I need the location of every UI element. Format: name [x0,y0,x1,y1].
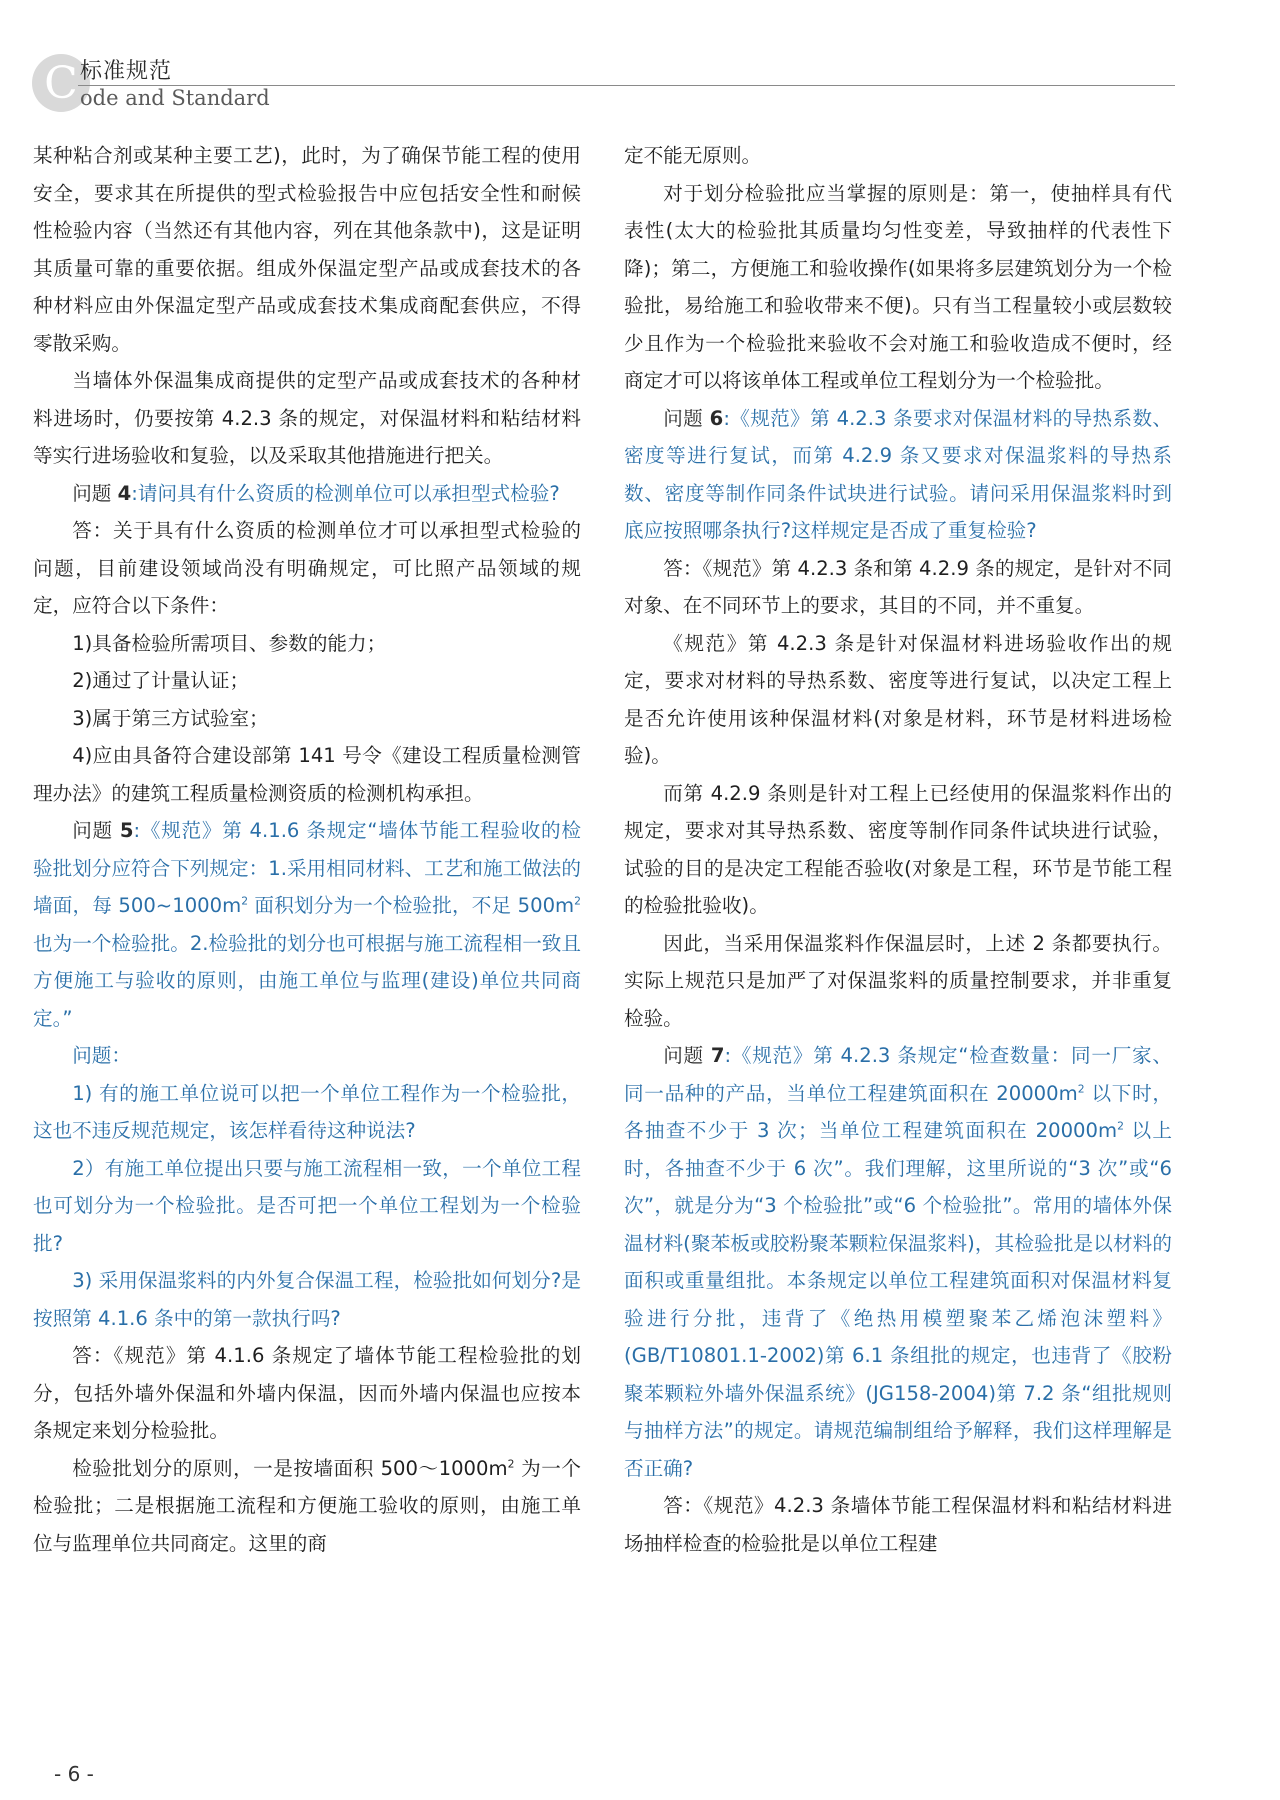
list-item: 1) 有的施工单位说可以把一个单位工程作为一个检验批，这也不违反规范规定，该怎样看待这种说法? [33,1081,581,1142]
answer-6: 答：《规范》第 4.2.3 条和第 4.2.9 条的规定，是针对不同对象、在不同环节上的要求，其目的不同，并不重复。 [624,556,1172,617]
answer-7: 答：《规范》4.2.3 条墙体节能工程保温材料和粘结材料进场抽样检查的检验批是以单位工程建 [624,1494,1172,1555]
list-item: 1)具备检验所需项目、参数的能力； [72,631,387,655]
list-item: 4)应由具备符合建设部第 141 号令《建设工程质量检测管理办法》的建筑工程质量检测资质的检测机构承担。 [33,744,581,805]
paragraph: 检验批划分的原则，一是按墙面积 $500\sim 1000m^2$ 为一个检验批；二是根据施工流程和方便施工验收的原则，由施工单位与监理单位共同商定。这里的商 [33,1456,581,1555]
section-title: 标准规范 [80,59,173,84]
paragraph: 定不能无原则。 [624,144,762,167]
right-column [624,137,1172,1562]
question-4: 问题 4:请问具有什么资质的检测单位可以承担型式检验? [72,481,560,505]
answer-4: 答：关于具有什么资质的检测单位才可以承担型式检验的问题，目前建设领域尚没有明确规定，可比照产品领域的规定，应符合以下条件： [33,519,581,617]
paragraph: 因此，当采用保温浆料作保温层时，上述 2 条都要执行。实际上规范只是加严了对保温浆料的质量控制要求，并非重复检验。 [624,931,1172,1030]
paragraph: 而第 4.2.9 条则是针对工程上已经使用的保温浆料作出的规定，要求对其导热系数、密度等制作同条件试块进行试验，试验的目的是决定工程能否验收(对象是工程，环节是节能工程的检验批验收)。 [624,781,1172,917]
question-5: 问题 5:《规范》第 4.1.6 条规定“墙体节能工程验收的检验批划分应符合下列规定：1.采用相同材料、工艺和施工做法的墙面，每 $500\sim 1000m^2$ 面积划分为一个检验批，不足 $500m^2$ 也为一个检验批。2.检验批的划分也可根据与施工流程相一致且方便施工与验收的原则，由施工单位与监理(建设)单位共同商定。” [33,819,581,1030]
page-header [30,48,1175,120]
question-5-sub-label: 问题： [72,1044,131,1067]
paragraph: 当墙体外保温集成商提供的定型产品或成套技术的各种材料进场时，仍要按第 4.2.3 条的规定，对保温材料和粘结材料等实行进场验收和复验，以及采取其他措施进行把关。 [33,369,581,467]
list-item: 3) 采用保温浆料的内外复合保温工程，检验批如何划分?是按照第 4.1.6 条中的第一款执行吗? [33,1269,581,1330]
paragraph: 某种粘合剂或某种主要工艺)，此时，为了确保节能工程的使用安全，要求其在所提供的型式检验报告中应包括安全性和耐候性检验内容（当然还有其他内容，列在其他条款中)，这是证明其质量可靠的重要依据。组成外保温定型产品或成套技术的各种材料应由外保温定型产品或成套技术集成商配套供应，不得零散采购。 [33,144,581,355]
page-number: - 6 - [54,1762,94,1786]
logo-letter: C [44,58,78,109]
answer-5: 答：《规范》第 4.1.6 条规定了墙体节能工程检验批的划分，包括外墙外保温和外墙内保温，因而外墙内保温也应按本条规定来划分检验批。 [33,1344,581,1442]
list-item: 2)通过了计量认证； [72,669,250,692]
left-column [33,137,581,1562]
paragraph: 对于划分检验批应当掌握的原则是：第一，使抽样具有代表性(太大的检验批其质量均匀性变差，导致抽样的代表性下降)；第二，方便施工和验收操作(如果将多层建筑划分为一个检验批，易给施工和验收带来不便)。只有当工程量较小或层数较少且作为一个检验批来验收不会对施工和验收造成不便时，经商定才可以将该单体工程或单位工程划分为一个检验批。 [624,181,1172,392]
section-subtitle: ode and Standard [80,86,270,110]
paragraph: 《规范》第 4.2.3 条是针对保温材料进场验收作出的规定，要求对材料的导热系数、密度等进行复试，以决定工程上是否允许使用该种保温材料(对象是材料，环节是材料进场检验)。 [624,631,1172,767]
list-item: 2）有施工单位提出只要与施工流程相一致，一个单位工程也可划分为一个检验批。是否可把一个单位工程划为一个检验批? [33,1156,581,1255]
question-7: 问题 7:《规范》第 4.2.3 条规定“检查数量：同一厂家、同一品种的产品，当单位工程建筑面积在 $20000m^2$ 以下时，各抽查不少于 3 次；当单位工程建筑面积在 $20000m^2$ 以上时，各抽查不少于 6 次”。我们理解，这里所说的“3 次”或“6 次”，就是分为“3 个检验批”或“6 个检验批”。常用的墙体外保温材料(聚苯板或胶粉聚苯颗粒保温浆料)，其检验批是以材料的面积或重量组批。本条规定以单位工程建筑面积对保温材料复验进行分批，违背了《绝热用模塑聚苯乙烯泡沫塑料》(GB/T10801.1-2002)第 6.1 条组批的规定，也违背了《胶粉聚苯颗粒外墙外保温系统》(JG158-2004)第 7.2 条“组批规则与抽样方法”的规定。请规范编制组给予解释，我们这样理解是否正确? [624,1044,1172,1480]
question-6: 问题 6:《规范》第 4.2.3 条要求对保温材料的导热系数、密度等进行复试，而第 4.2.9 条又要求对保温浆料的导热系数、密度等制作同条件试块进行试验。请问采用保温浆料时到底应按照哪条执行?这样规定是否成了重复检验? [624,406,1172,542]
list-item: 3)属于第三方试验室； [72,706,269,730]
